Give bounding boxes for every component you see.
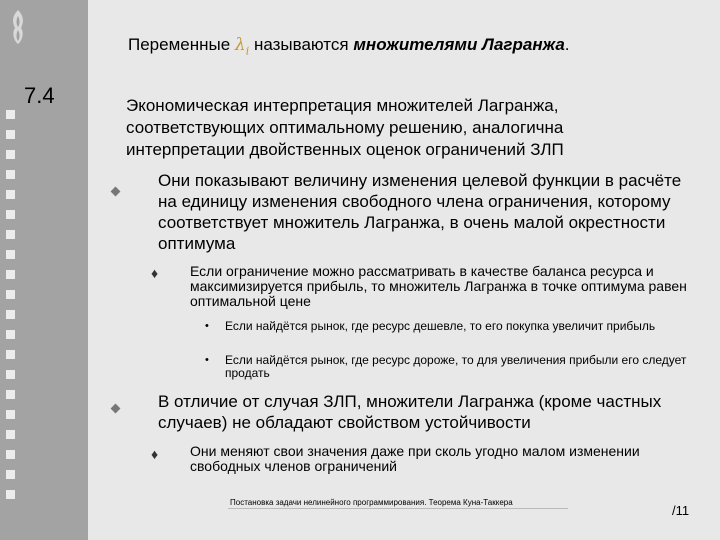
page-number: /11 — [672, 503, 690, 518]
intro-end: . — [564, 35, 570, 54]
bullet-1-sub-text: Если ограничение можно рассматривать в качестве баланса ресурса и максимизируется прибыль, то множитель Лагранжа в точке оптимума равен оптимальной цене — [190, 263, 687, 309]
intro-line — [128, 35, 570, 57]
bullet-2-sub-text: Они меняют свои значения даже при сколь угодно малом изменении свободных членов ограничений — [190, 443, 640, 474]
intro-emphasis: множителями Лагранжа — [353, 35, 565, 54]
footer-text: Постановка задачи нелинейного программирования. Теорема Куна-Таккера — [230, 498, 513, 507]
bullet-dot-icon: • — [205, 320, 209, 332]
main-statement: Экономическая интерпретация множителей Лагранжа, соответствующих оптимальному решению, аналогична интерпретации двойственных оценок ограничений ЗЛП — [126, 96, 564, 159]
footer-divider — [228, 508, 568, 509]
bullet-diamond-icon: ♦ — [151, 265, 159, 281]
logo-icon — [8, 8, 28, 46]
sidebar — [0, 0, 88, 540]
intro-prefix: Переменные — [128, 35, 231, 54]
bullet-2-text: В отличие от случая ЗЛП, множители Лагранжа (кроме частных случаев) не обладают свойством устойчивости — [158, 392, 662, 432]
bullet-square-icon — [111, 187, 121, 197]
bullet-1-subsub-1-text: Если найдётся рынок, где ресурс дешевле, то его покупка увеличит прибыль — [225, 319, 656, 333]
bullet-square-icon — [111, 404, 121, 414]
bullet-dot-icon: • — [205, 354, 209, 366]
lambda-symbol: $\lambda_i$ — [234, 35, 250, 58]
decorative-squares — [6, 110, 18, 510]
bullet-1-text: Они показывают величину изменения целевой функции в расчёте на единицу изменения свободного члена ограничения, которому соответствует множитель Лагранжа, в очень малой окрестности оптимума — [158, 171, 682, 253]
intro-middle: называются — [253, 35, 349, 54]
bullet-diamond-icon: ♦ — [151, 446, 159, 462]
bullet-1-subsub-2-text: Если найдётся рынок, где ресурс дороже, то для увеличения прибыли его следует продать — [225, 353, 687, 380]
slide-number: 7.4 — [24, 83, 55, 108]
